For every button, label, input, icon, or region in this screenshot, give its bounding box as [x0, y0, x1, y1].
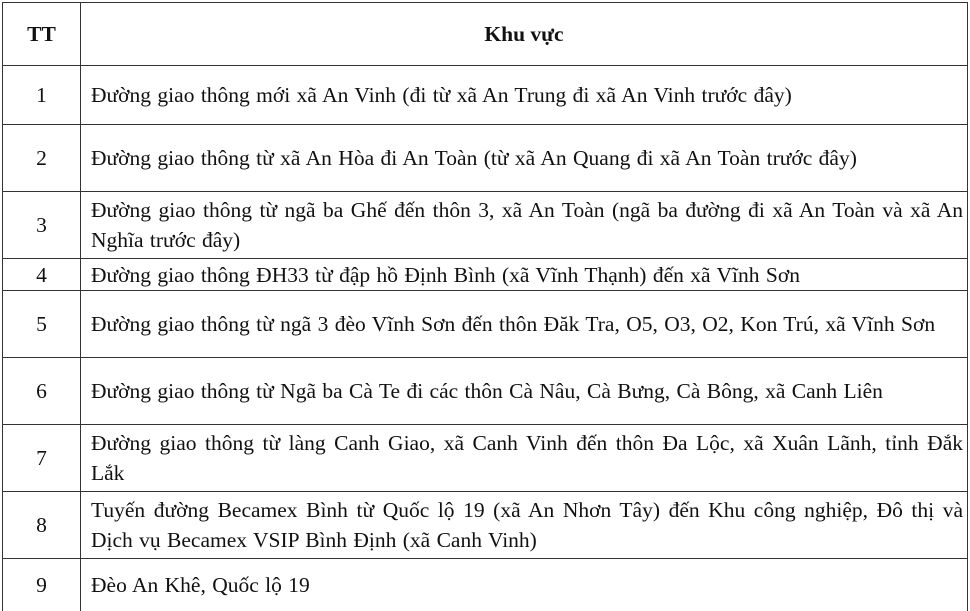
area-description: Đường giao thông ĐH33 từ đập hồ Định Bình (xã Vĩnh Thạnh) đến xã Vĩnh Sơn — [81, 259, 968, 291]
table-row — [3, 66, 968, 125]
column-header-tt: TT — [3, 3, 81, 66]
table-row — [3, 559, 968, 611]
area-description: Đường giao thông từ xã An Hòa đi An Toàn (từ xã An Quang đi xã An Toàn trước đây) — [81, 125, 968, 192]
column-header-area: Khu vực — [81, 3, 968, 66]
row-number: 4 — [3, 259, 81, 291]
area-description: Tuyến đường Becamex Bình từ Quốc lộ 19 (xã An Nhơn Tây) đến Khu công nghiệp, Đô thị và Dịch vụ Becamex VSIP Bình Định (xã Canh Vinh) — [81, 492, 968, 559]
area-description: Đường giao thông mới xã An Vinh (đi từ xã An Trung đi xã An Vinh trước đây) — [81, 66, 968, 125]
row-number: 2 — [3, 125, 81, 192]
table-row — [3, 425, 968, 492]
table-row — [3, 192, 968, 259]
area-table — [2, 2, 968, 611]
row-number: 8 — [3, 492, 81, 559]
area-description: Đường giao thông từ làng Canh Giao, xã Canh Vinh đến thôn Đa Lộc, xã Xuân Lãnh, tỉnh Đắk Lắk — [81, 425, 968, 492]
area-description: Đường giao thông từ ngã 3 đèo Vĩnh Sơn đến thôn Đăk Tra, O5, O3, O2, Kon Trú, xã Vĩnh Sơn — [81, 291, 968, 358]
area-description: Đường giao thông từ ngã ba Ghế đến thôn 3, xã An Toàn (ngã ba đường đi xã An Toàn và xã An Nghĩa trước đây) — [81, 192, 968, 259]
row-number: 1 — [3, 66, 81, 125]
table-header-row — [3, 3, 968, 66]
row-number: 7 — [3, 425, 81, 492]
table-row — [3, 492, 968, 559]
table-row — [3, 125, 968, 192]
area-description: Đèo An Khê, Quốc lộ 19 — [81, 559, 968, 611]
row-number: 9 — [3, 559, 81, 611]
row-number: 6 — [3, 358, 81, 425]
row-number: 5 — [3, 291, 81, 358]
table-row — [3, 259, 968, 291]
area-description: Đường giao thông từ Ngã ba Cà Te đi các thôn Cà Nâu, Cà Bưng, Cà Bông, xã Canh Liên — [81, 358, 968, 425]
table-row — [3, 291, 968, 358]
row-number: 3 — [3, 192, 81, 259]
table-row — [3, 358, 968, 425]
